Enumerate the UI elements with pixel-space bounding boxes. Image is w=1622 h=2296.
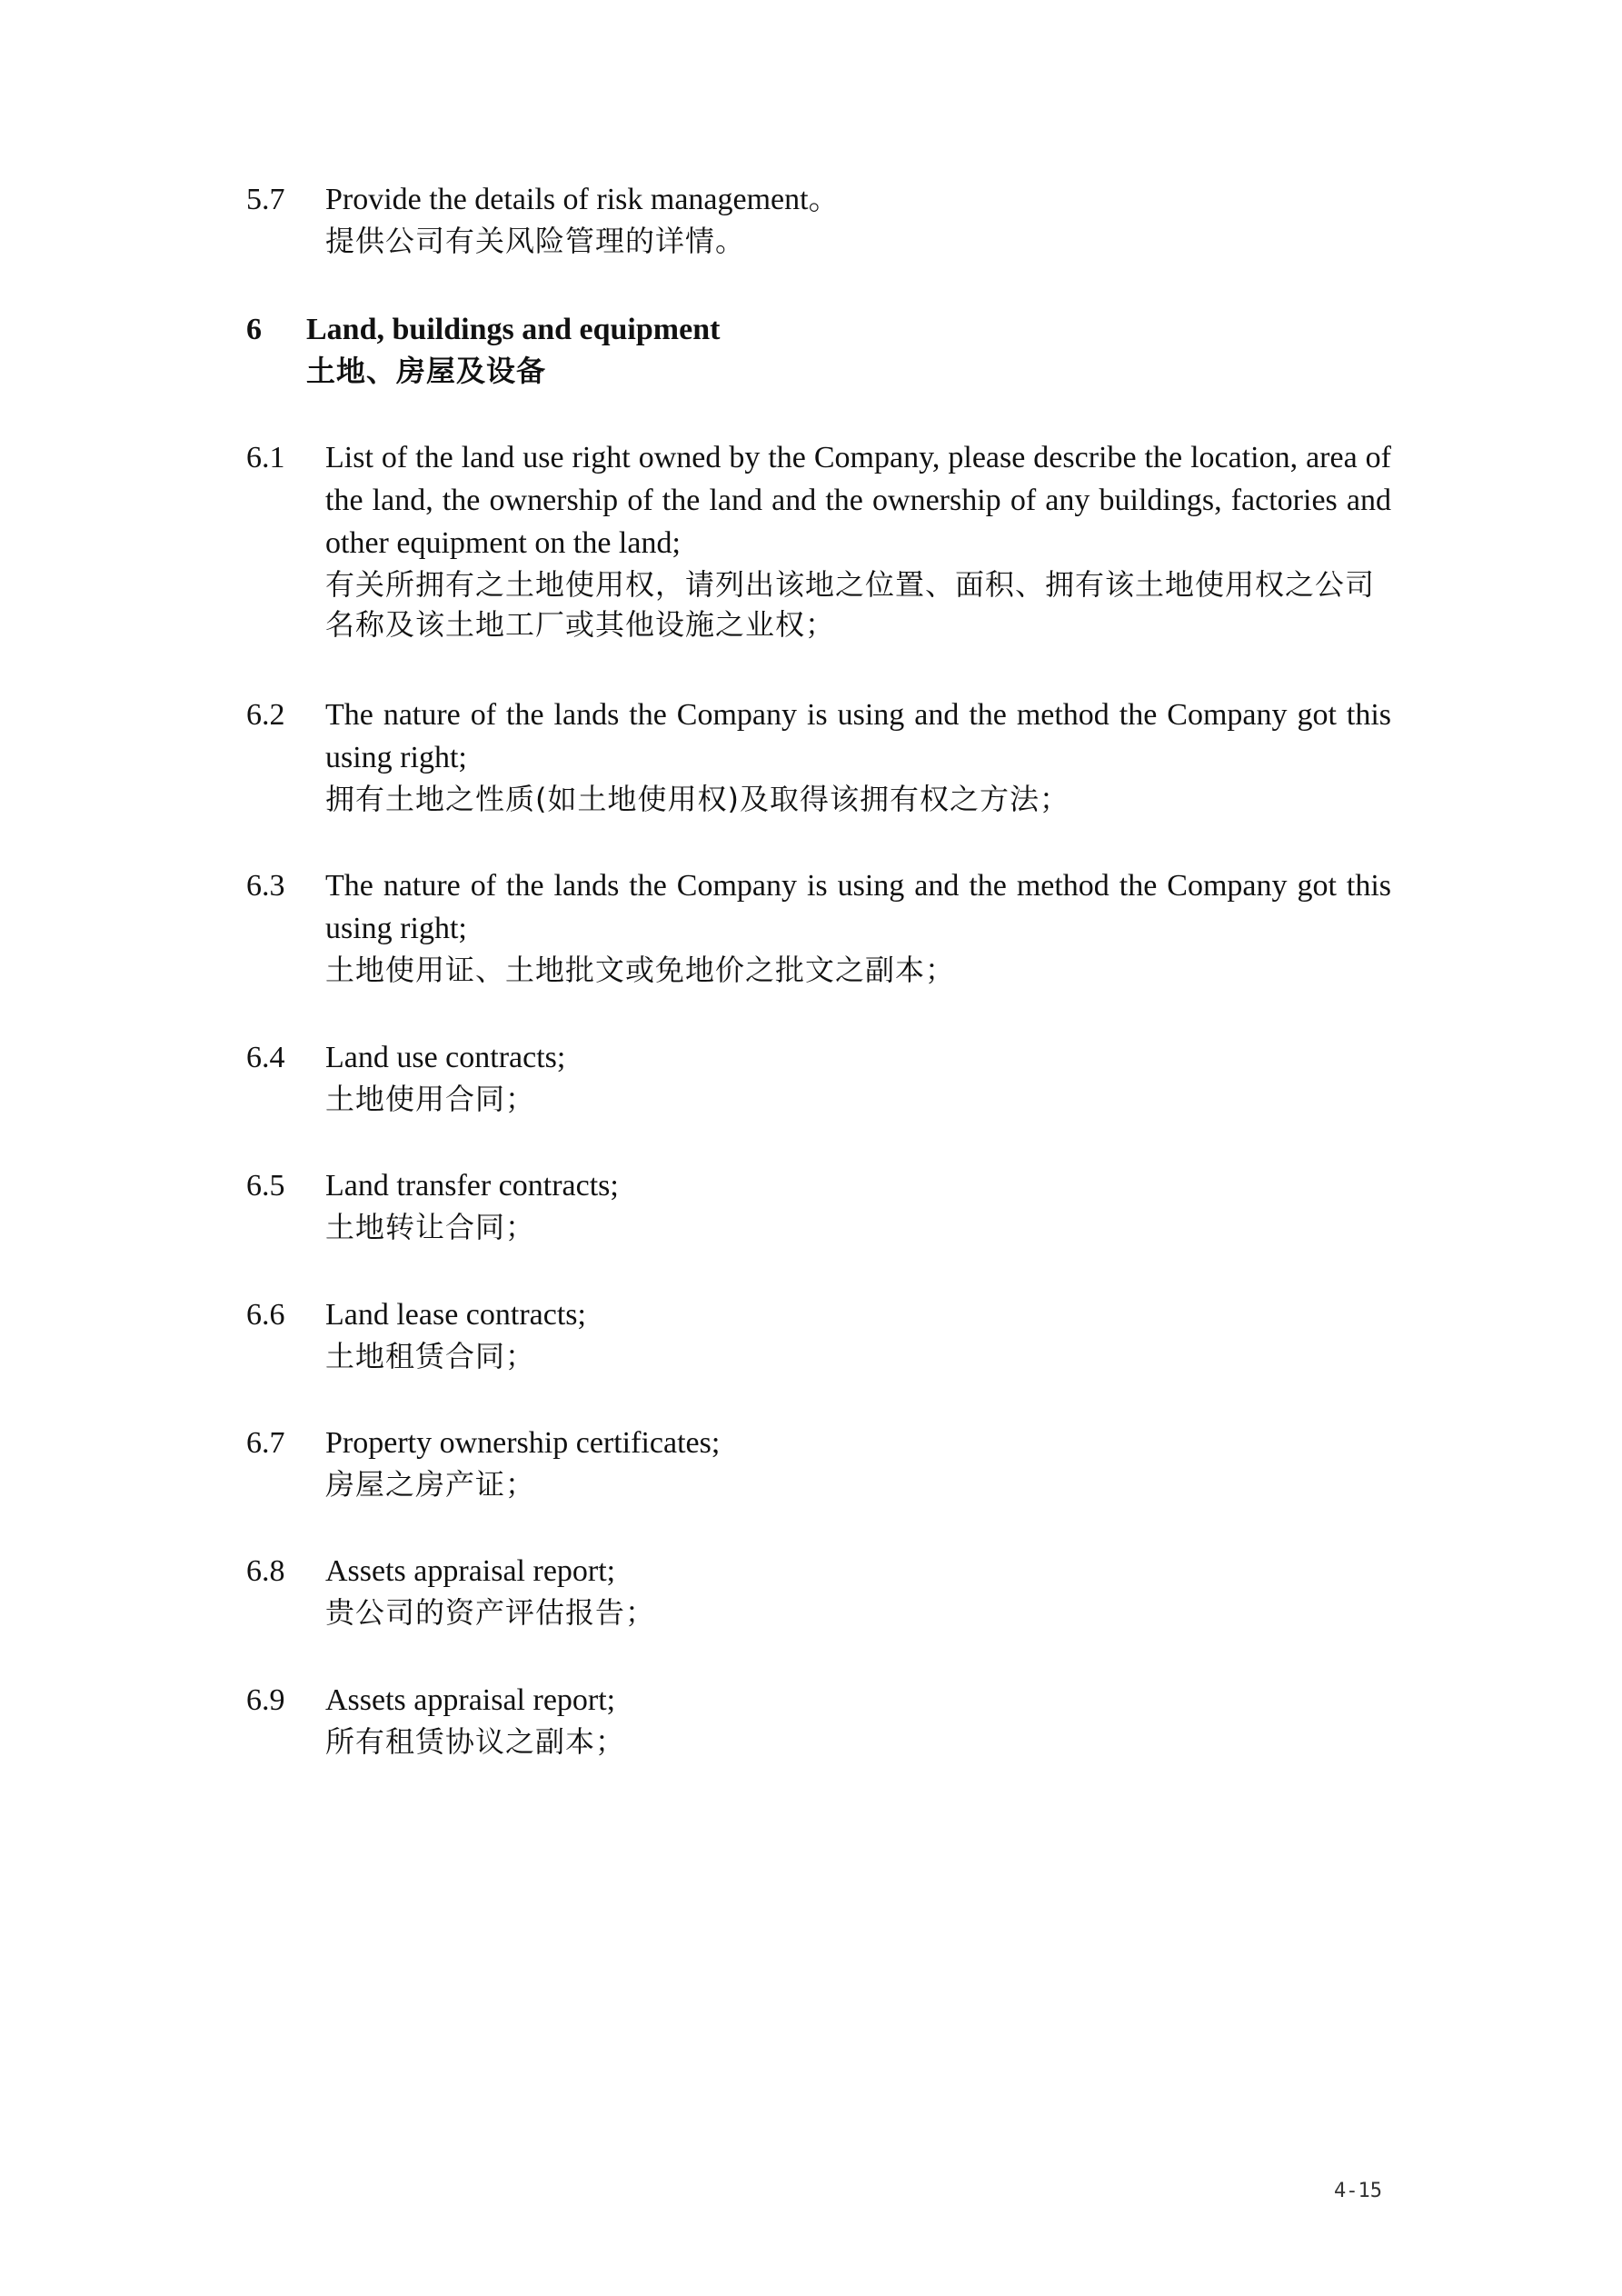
item-number: 6.2 (246, 698, 285, 732)
item-number: 6.6 (246, 1298, 285, 1332)
item-5-7 (246, 178, 1391, 261)
item-number: 6.8 (246, 1554, 285, 1588)
section-title-zh: 土地、房屋及设备 (306, 354, 547, 388)
item-text-en: Provide the details of risk management。 (325, 183, 840, 216)
item-number: 6.5 (246, 1169, 285, 1203)
item-text-en: The nature of the lands the Company is using and the method the Company got this using right; (325, 869, 1391, 945)
item-number: 5.7 (246, 183, 285, 216)
item-text-en: Property ownership certificates; (325, 1426, 721, 1460)
item-text-zh: 土地转让合同； (325, 1210, 536, 1244)
item-text-en: Assets appraisal report; (325, 1554, 616, 1588)
item-text-zh: 贵公司的资产评估报告； (325, 1595, 656, 1630)
section-heading-6 (246, 308, 1391, 391)
item-6-3 (246, 864, 1391, 990)
item-6-1 (246, 436, 1391, 644)
item-text-en: Land use contracts; (325, 1041, 566, 1074)
item-6-9 (246, 1679, 1391, 1762)
item-6-8 (246, 1550, 1391, 1632)
item-text-en: Land lease contracts; (325, 1298, 586, 1332)
item-number: 6.4 (246, 1041, 285, 1074)
item-number: 6.3 (246, 869, 285, 903)
item-6-4 (246, 1036, 1391, 1119)
item-6-6 (246, 1293, 1391, 1376)
item-6-5 (246, 1164, 1391, 1247)
item-text-zh: 土地租赁合同； (325, 1339, 536, 1373)
item-text-en: Land transfer contracts; (325, 1169, 619, 1203)
section-number: 6 (246, 313, 262, 346)
item-text-zh: 有关所拥有之土地使用权，请列出该地之位置、面积、拥有该土地使用权之公司名称及该土地工厂或其他设施之业权； (325, 567, 1376, 642)
item-6-2 (246, 694, 1391, 819)
item-text-zh: 提供公司有关风险管理的详情。 (325, 224, 746, 258)
item-text-en: The nature of the lands the Company is using and the method the Company got this using right; (325, 698, 1391, 774)
item-number: 6.7 (246, 1426, 285, 1460)
section-title-en: Land, buildings and equipment (306, 313, 721, 346)
item-number: 6.9 (246, 1683, 285, 1717)
item-text-zh: 拥有土地之性质(如土地使用权)及取得该拥有权之方法； (325, 782, 1070, 816)
item-text-en: Assets appraisal report; (325, 1683, 616, 1717)
item-text-zh: 房屋之房产证； (325, 1467, 536, 1502)
item-text-zh: 土地使用合同； (325, 1082, 536, 1116)
item-text-en: List of the land use right owned by the Company, please describe the location, area of the land, the ownership of the land and the ownership of any buildings, factories and other equipment on the land; (325, 441, 1391, 560)
item-text-zh: 所有租赁协议之副本； (325, 1724, 626, 1759)
item-6-7 (246, 1422, 1391, 1504)
page-number: 4-15 (1334, 2180, 1382, 2202)
item-text-zh: 土地使用证、土地批文或免地价之批文之副本； (325, 953, 956, 987)
item-number: 6.1 (246, 441, 285, 474)
